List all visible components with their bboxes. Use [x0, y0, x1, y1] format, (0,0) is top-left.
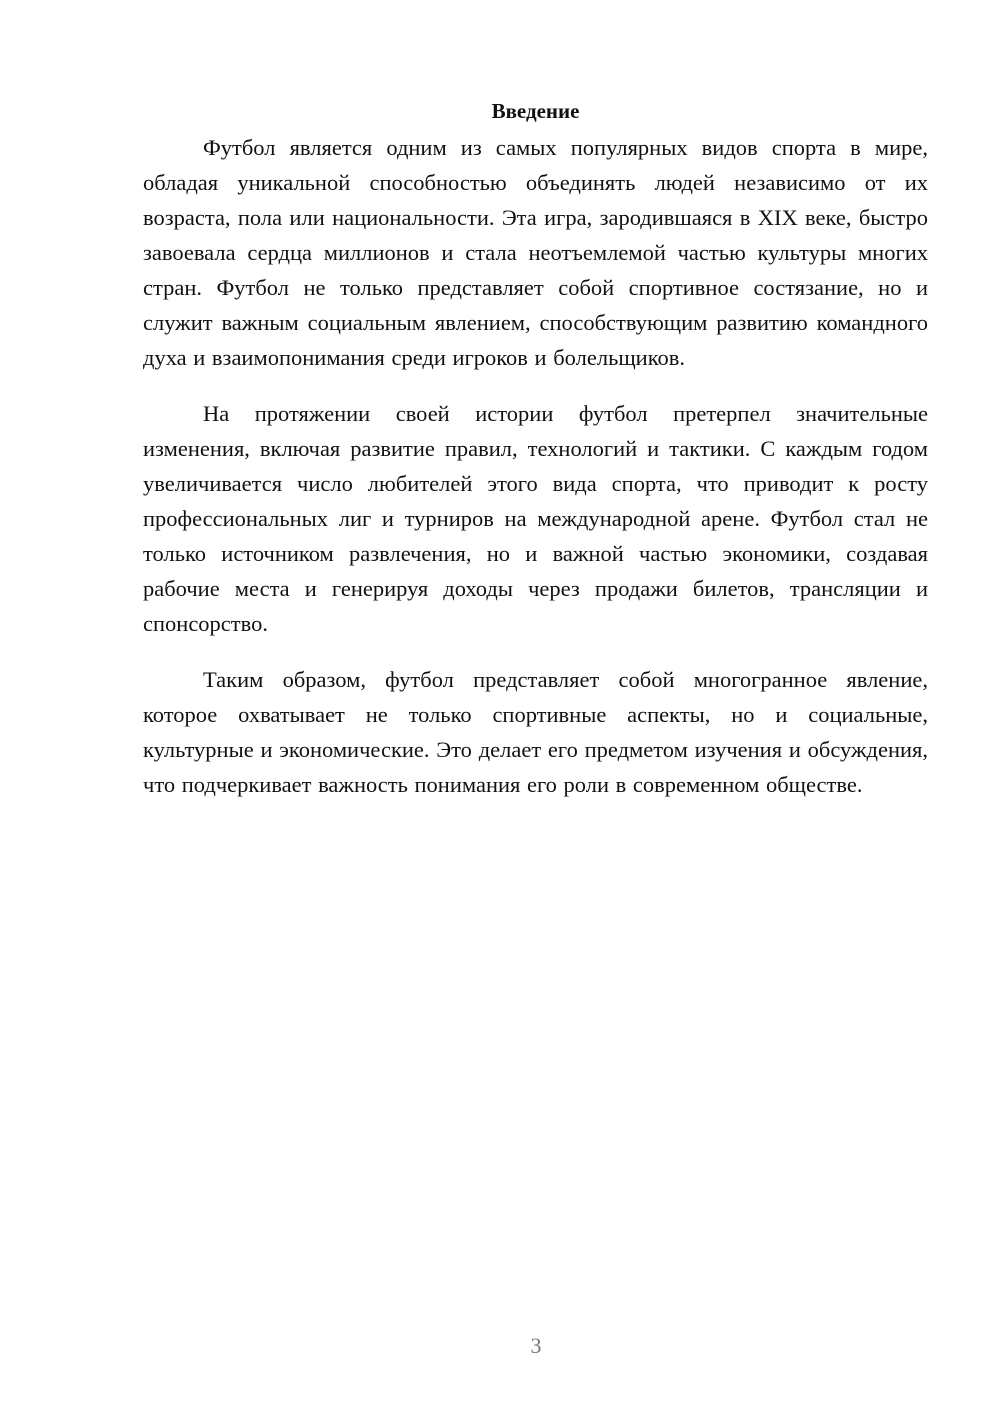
page-content [143, 96, 928, 823]
paragraph-3: Таким образом, футбол представляет собой многогранное явление, которое охватывает не только спортивные аспекты, но и социальные, культурные и экономические. Это делает его предметом изучения и обсуждения, что подчеркивает важность понимания его роли в современном обществе. [143, 667, 928, 797]
paragraph-1: Футбол является одним из самых популярных видов спорта в мире, обладая уникальной способностью объединять людей независимо от их возраста, пола или национальности. Эта игра, зародившаяся в XIX веке, быстро завоевала сердца миллионов и стала неотъемлемой частью культуры многих стран. Футбол не только представляет собой спортивное состязание, но и служит важным социальным явлением, способствующим развитию командного духа и взаимопонимания среди игроков и болельщиков. [143, 135, 928, 370]
paragraph-2: На протяжении своей истории футбол претерпел значительные изменения, включая развитие правил, технологий и тактики. С каждым годом увеличивается число любителей этого вида спорта, что приводит к росту профессиональных лиг и турниров на международной арене. Футбол стал не только источником развлечения, но и важной частью экономики, создавая рабочие места и генерируя доходы через продажи билетов, трансляции и спонсорство. [143, 401, 928, 636]
page-number: 3 [530, 1333, 542, 1358]
section-title: Введение [491, 99, 580, 123]
